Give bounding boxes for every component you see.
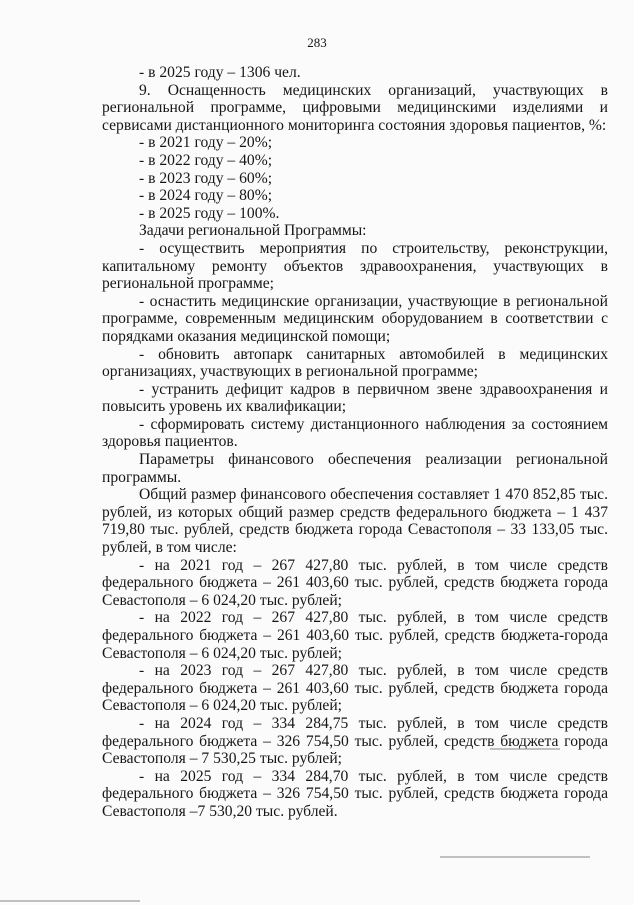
task-item: - обновить автопарк санитарных автомобилей в медицинских организациях, участвующих в региональной программе; <box>102 345 608 381</box>
scan-noise <box>0 900 140 902</box>
financing-year-item: - на 2025 год – 334 284,70 тыс. рублей, в том числе средств федерального бюджета – 326 754,50 тыс. рублей, средств бюджета города Севастополя –7 530,20 тыс. рублей. <box>102 767 608 820</box>
document-body <box>102 64 608 821</box>
list-item: - в 2022 году – 40%; <box>139 151 273 169</box>
list-item: - в 2023 году – 60%; <box>139 169 273 187</box>
financing-year-item: - на 2021 год – 267 427,80 тыс. рублей, в том числе средств федерального бюджета – 261 403,60 тыс. рублей, средств бюджета города Севастополя – 6 024,20 тыс. рублей; <box>102 556 608 609</box>
list-item: - в 2025 году – 100%. <box>139 204 280 222</box>
financing-total: Общий размер финансового обеспечения составляет 1 470 852,85 тыс. рублей, из которых общий размер средств федерального бюджета – 1 437 719,80 тыс. рублей, средств бюджета города Севастополя – 33 133,05 тыс. рублей, в том числе: <box>102 486 608 557</box>
list-item: - в 2025 году – 1306 чел. <box>139 64 301 81</box>
indicator-heading: 9. Оснащенность медицинских организаций, участвующих в региональной программе, цифровыми медицинскими изделиями и сервисами дистанционного мониторинга состояния здоровья пациентов, %: <box>102 81 608 134</box>
list-item: - в 2021 году – 20%; <box>139 134 273 152</box>
scan-noise <box>440 856 590 858</box>
scan-noise <box>490 748 560 750</box>
task-item: - осуществить мероприятия по строительству, реконструкции, капитальному ремонту объектов здравоохранения, участвующих в региональной программе; <box>102 239 608 293</box>
financing-year-item: - на 2024 год – 334 284,75 тыс. рублей, в том числе средств федерального бюджета – 326 754,50 тыс. рублей, средств бюджета города Севастополя – 7 530,25 тыс. рублей; <box>102 714 608 768</box>
financing-year-item: - на 2023 год – 267 427,80 тыс. рублей, в том числе средств федерального бюджета – 261 403,60 тыс. рублей, средств бюджета города Севастополя – 6 024,20 тыс. рублей; <box>102 662 608 715</box>
financing-year-item: - на 2022 год – 267 427,80 тыс. рублей, в том числе средств федерального бюджета – 261 403,60 тыс. рублей, средств бюджета-города Севастополя – 6 024,20 тыс. рублей; <box>102 609 608 662</box>
page-number: 283 <box>307 35 327 50</box>
task-item: - устранить дефицит кадров в первичном звене здравоохранения и повысить уровень их квалификации; <box>102 380 608 416</box>
list-item: - в 2024 году – 80%; <box>139 187 273 205</box>
task-item: - оснастить медицинские организации, участвующие в региональной программе, современным медицинским оборудованием в соответствии с порядками оказания медицинской помощи; <box>102 292 608 345</box>
financing-heading: Параметры финансового обеспечения реализации региональной программы. <box>102 451 608 486</box>
tasks-heading: Задачи региональной Программы: <box>139 222 367 240</box>
task-item: - сформировать систему дистанционного наблюдения за состоянием здоровья пациентов. <box>102 415 608 451</box>
